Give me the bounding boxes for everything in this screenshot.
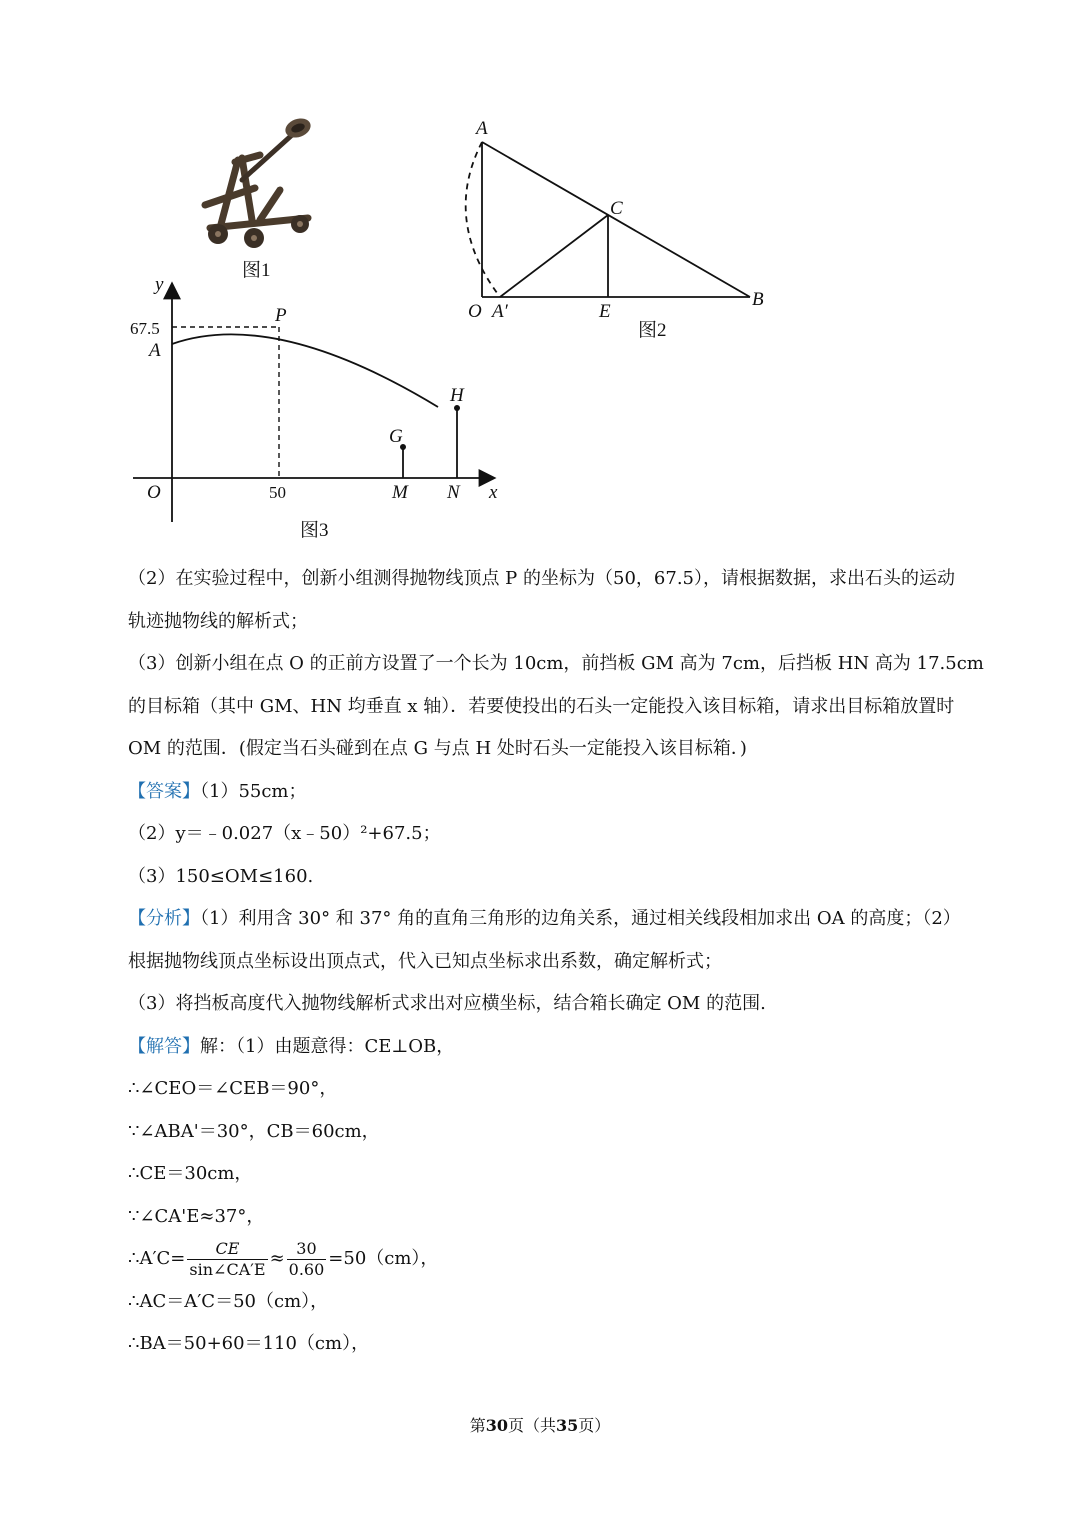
tick-label-50: 50 xyxy=(269,483,286,502)
parabola-curve xyxy=(172,334,438,407)
analysis-tag: 【分析】 xyxy=(128,908,200,929)
analysis-line: 根据抛物线顶点坐标设出顶点式，代入已知点坐标求出系数，确定解析式； xyxy=(128,950,722,972)
segment-A-prime-C xyxy=(500,215,608,297)
segment-AB xyxy=(482,142,750,297)
solution-line: ∴∠CEO＝∠CEB＝90°， xyxy=(128,1078,338,1099)
question-line: （2）在实验过程中，创新小组测得抛物线顶点 P 的坐标为（50，67.5），请根据数据，求出石头的运动 xyxy=(128,568,955,589)
page-number: 30 xyxy=(485,1416,508,1435)
axis-label-y: y xyxy=(155,274,164,295)
solution-tag: 【解答】 xyxy=(128,1035,200,1057)
question-line: 轨迹抛物线的解析式； xyxy=(128,610,308,632)
solution-line: 【解答】解：（1）由题意得：CE⊥OB， xyxy=(128,1035,455,1057)
origin-label: O xyxy=(147,482,161,503)
analysis-line: （3）将挡板高度代入抛物线解析式求出对应横坐标，结合箱长确定 OM 的范围. xyxy=(128,993,766,1014)
point-label-B: B xyxy=(752,289,764,310)
catapult-image xyxy=(180,110,330,290)
point-label-C: C xyxy=(610,198,623,219)
solution-line: ∴AC＝A′C＝50（cm）， xyxy=(128,1290,329,1312)
figure-1 xyxy=(180,110,330,290)
analysis-line: 【分析】（1）利用含 30° 和 37° 角的直角三角形的边角关系，通过相关线段相加求出 OA 的高度；（2） xyxy=(128,908,961,929)
page-total: 35 xyxy=(556,1416,579,1435)
point-label-M: M xyxy=(392,482,408,503)
fraction-30-over-0-60: $\frac{30}{0.60}$ xyxy=(288,1238,325,1279)
answer-line: 【答案】（1）55cm； xyxy=(128,780,307,802)
point-label-E: E xyxy=(599,301,611,322)
figure-3-caption: 图3 xyxy=(300,520,329,541)
point-label-H: H xyxy=(450,385,464,406)
solution-line-fraction: ∴A′C= $\frac{CE}{\sin\angle CA'E}$ ≈ $\frac{30}{0.60}$ =50（cm）， xyxy=(128,1238,439,1279)
answer-line: （2）y＝﹣0.027（x﹣50）²+67.5； xyxy=(128,823,441,844)
point-label-O: O xyxy=(468,301,482,322)
fraction-CE-over-sin: $\frac{CE}{\sin\angle CA'E}$ xyxy=(189,1238,266,1279)
problem-text xyxy=(128,558,984,1366)
answer-line: （3）150≤OM≤160. xyxy=(128,865,314,887)
axis-label-x: x xyxy=(489,482,498,503)
solution-line: ∵∠CA'E≈37°， xyxy=(128,1205,265,1227)
solution-line: ∵∠ABA'＝30°，CB＝60cm， xyxy=(128,1120,380,1142)
question-line: （3）创新小组在点 O 的正前方设置了一个长为 10cm，前挡板 GM 高为 7cm，后挡板 HN 高为 17.5cm xyxy=(128,653,984,674)
point-label-P: P xyxy=(275,305,287,326)
tick-label-67-5: 67.5 xyxy=(130,319,160,338)
point-label-N: N xyxy=(447,482,460,503)
figure-2-caption: 图2 xyxy=(638,320,667,341)
point-label-A-prime: A′ xyxy=(492,301,508,322)
answer-tag: 【答案】 xyxy=(128,780,200,802)
solution-line: ∴BA＝50+60＝110（cm）， xyxy=(128,1333,370,1354)
point-label-G: G xyxy=(389,426,403,447)
question-line: OM 的范围．(假定当石头碰到在点 G 与点 H 处时石头一定能投入该目标箱．) xyxy=(128,738,747,759)
point-label-A: A xyxy=(149,340,161,361)
figure-3 xyxy=(125,270,515,550)
point-label-A: A xyxy=(476,118,488,139)
solution-line: ∴CE＝30cm， xyxy=(128,1163,253,1184)
page-footer: 第30页（共35页） xyxy=(469,1416,611,1435)
question-line: 的目标箱（其中 GM、HN 均垂直 x 轴）．若要使投出的石头一定能投入该目标箱，请求出目标箱放置时 xyxy=(128,695,955,717)
figure-1-caption: 图1 xyxy=(242,260,271,281)
